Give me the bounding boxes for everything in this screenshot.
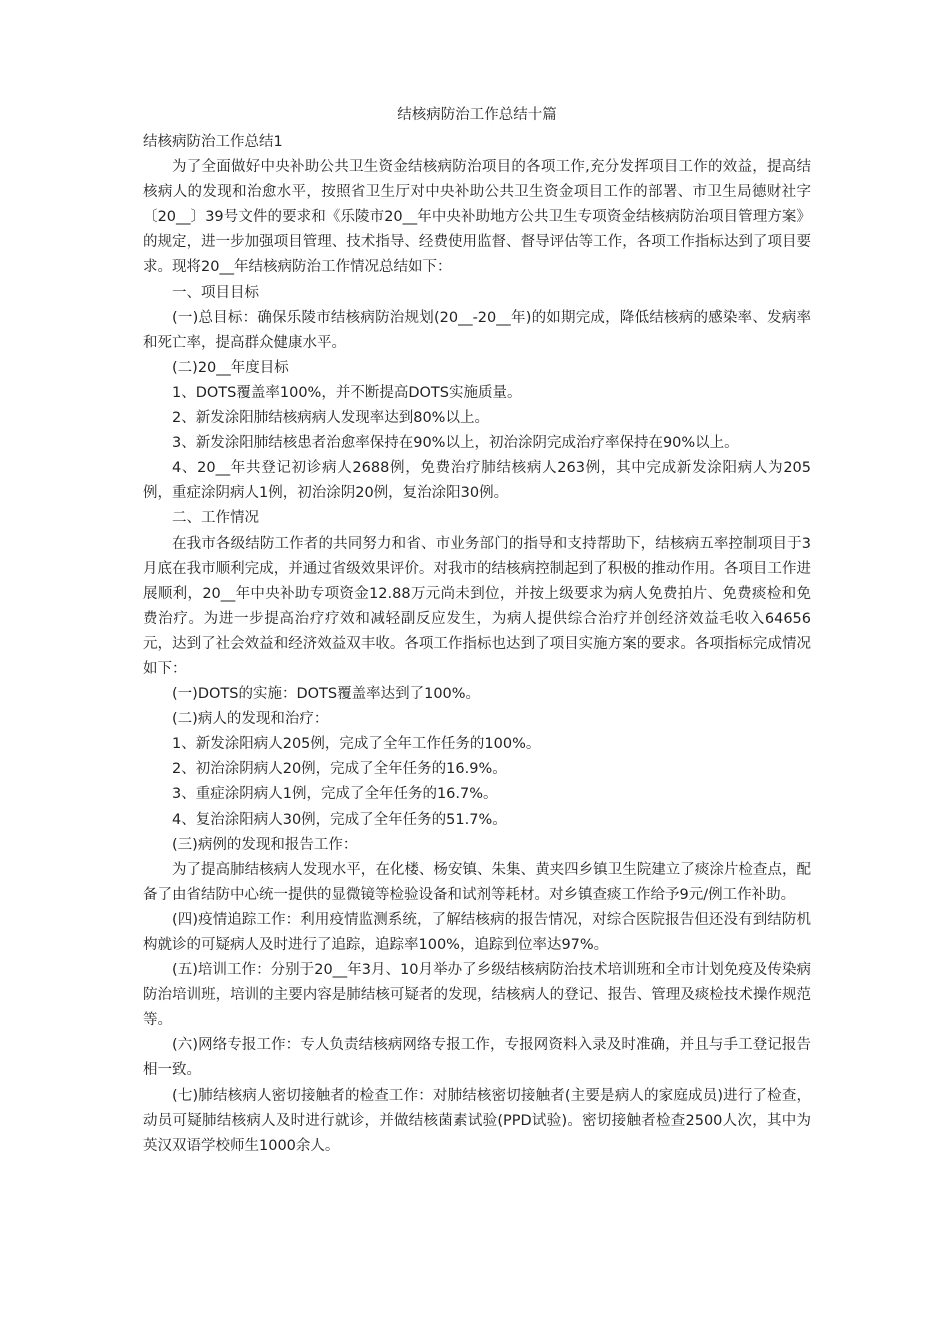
body-paragraph: (一)总目标：确保乐陵市结核病防治规划(20__-20__年)的如期完成，降低结核病的感染率、发病率和死亡率，提高群众健康水平。 [143,309,811,351]
body-paragraph: 1、DOTS覆盖率100%，并不断提高DOTS实施质量。 [172,384,522,401]
body-paragraph: (三)病例的发现和报告工作： [172,836,358,853]
body-paragraph: 2、新发涂阳肺结核病病人发现率达到80%以上。 [172,410,489,427]
body-paragraph: (二)病人的发现和治疗： [172,711,329,728]
body-paragraph: 在我市各级结防工作者的共同努力和省、市业务部门的指导和支持帮助下，结核病五率控制项目于3月底在我市顺利完成，并通过省级效果评价。对我市的结核病控制起到了积极的推动作用。各项目工作进展顺利，20__年中央补助专项资金12.88万元尚未到位，并按上级要求为病人免费拍片、免费痰检和免费治疗。为进一步提高治疗疗效和减轻副反应发生，为病人提供综合治疗并创经济效益毛收入64656元，达到了社会效益和经济效益双丰收。各项工作指标也达到了项目实施方案的要求。各项指标完成情况如下： [143,535,811,677]
body-paragraph: (四)疫情追踪工作：利用疫情监测系统，了解结核病的报告情况，对综合医院报告但还没有到结防机构就诊的可疑病人及时进行了追踪，追踪率100%，追踪到位率达97%。 [143,911,811,953]
document-title: 结核病防治工作总结十篇 [397,107,557,123]
body-paragraph: 为了提高肺结核病人发现水平，在化楼、杨安镇、朱集、黄夹四乡镇卫生院建立了痰涂片检查点，配备了由省结防中心统一提供的显微镜等检验设备和试剂等耗材。对乡镇查痰工作给予9元/例工作补助。 [143,861,811,903]
body-paragraph: 为了全面做好中央补助公共卫生资金结核病防治项目的各项工作,充分发挥项目工作的效益，提高结核病人的发现和治愈水平，按照省卫生厅对中央补助公共卫生资金项目工作的部署、市卫生局德财社字〔20__〕39号文件的要求和《乐陵市20__年中央补助地方公共卫生专项资金结核病防治项目管理方案》的规定，进一步加强项目管理、技术指导、经费使用监督、督导评估等工作，各项工作指标达到了项目要求。现将20__年结核病防治工作情况总结如下： [143,159,811,276]
body-paragraph: 4、20__年共登记初诊病人2688例，免费治疗肺结核病人263例，其中完成新发涂阳病人为205例，重症涂阴病人1例，初治涂阴20例，复治涂阳30例。 [143,460,811,502]
section-heading: 结核病防治工作总结1 [143,134,283,150]
body-paragraph: 3、重症涂阴病人1例，完成了全年任务的16.7%。 [172,786,498,803]
body-paragraph: (七)肺结核病人密切接触者的检查工作：对肺结核密切接触者(主要是病人的家庭成员)进行了检查，动员可疑肺结核病人及时进行就诊，并做结核菌素试验(PPD试验)。密切接触者检查2500人次，其中为英汉双语学校师生1000余人。 [143,1087,811,1154]
body-paragraph: 4、复治涂阳病人30例，完成了全年任务的51.7%。 [172,811,507,828]
document-page [143,100,811,1159]
body-paragraph: 二、工作情况 [172,510,259,527]
body-paragraph: 一、项目目标 [172,284,259,301]
body-paragraph: (一)DOTS的实施：DOTS覆盖率达到了100%。 [172,686,481,703]
body-paragraph: 1、新发涂阳病人205例，完成了全年工作任务的100%。 [172,736,541,753]
body-paragraph: (二)20__年度目标 [172,359,289,376]
body-paragraph: (六)网络专报工作：专人负责结核病网络专报工作，专报网资料入录及时准确，并且与手工登记报告相一致。 [143,1037,811,1079]
body-paragraph: 2、初治涂阴病人20例，完成了全年任务的16.9%。 [172,761,507,778]
body-paragraph: (五)培训工作：分别于20__年3月、10月举办了乡级结核病防治技术培训班和全市计划免疫及传染病防治培训班，培训的主要内容是肺结核可疑者的发现，结核病人的登记、报告、管理及痰检技术操作规范等。 [143,962,811,1029]
document-body [143,130,811,1159]
body-paragraph: 3、新发涂阳肺结核患者治愈率保持在90%以上，初治涂阴完成治疗率保持在90%以上。 [172,435,739,452]
